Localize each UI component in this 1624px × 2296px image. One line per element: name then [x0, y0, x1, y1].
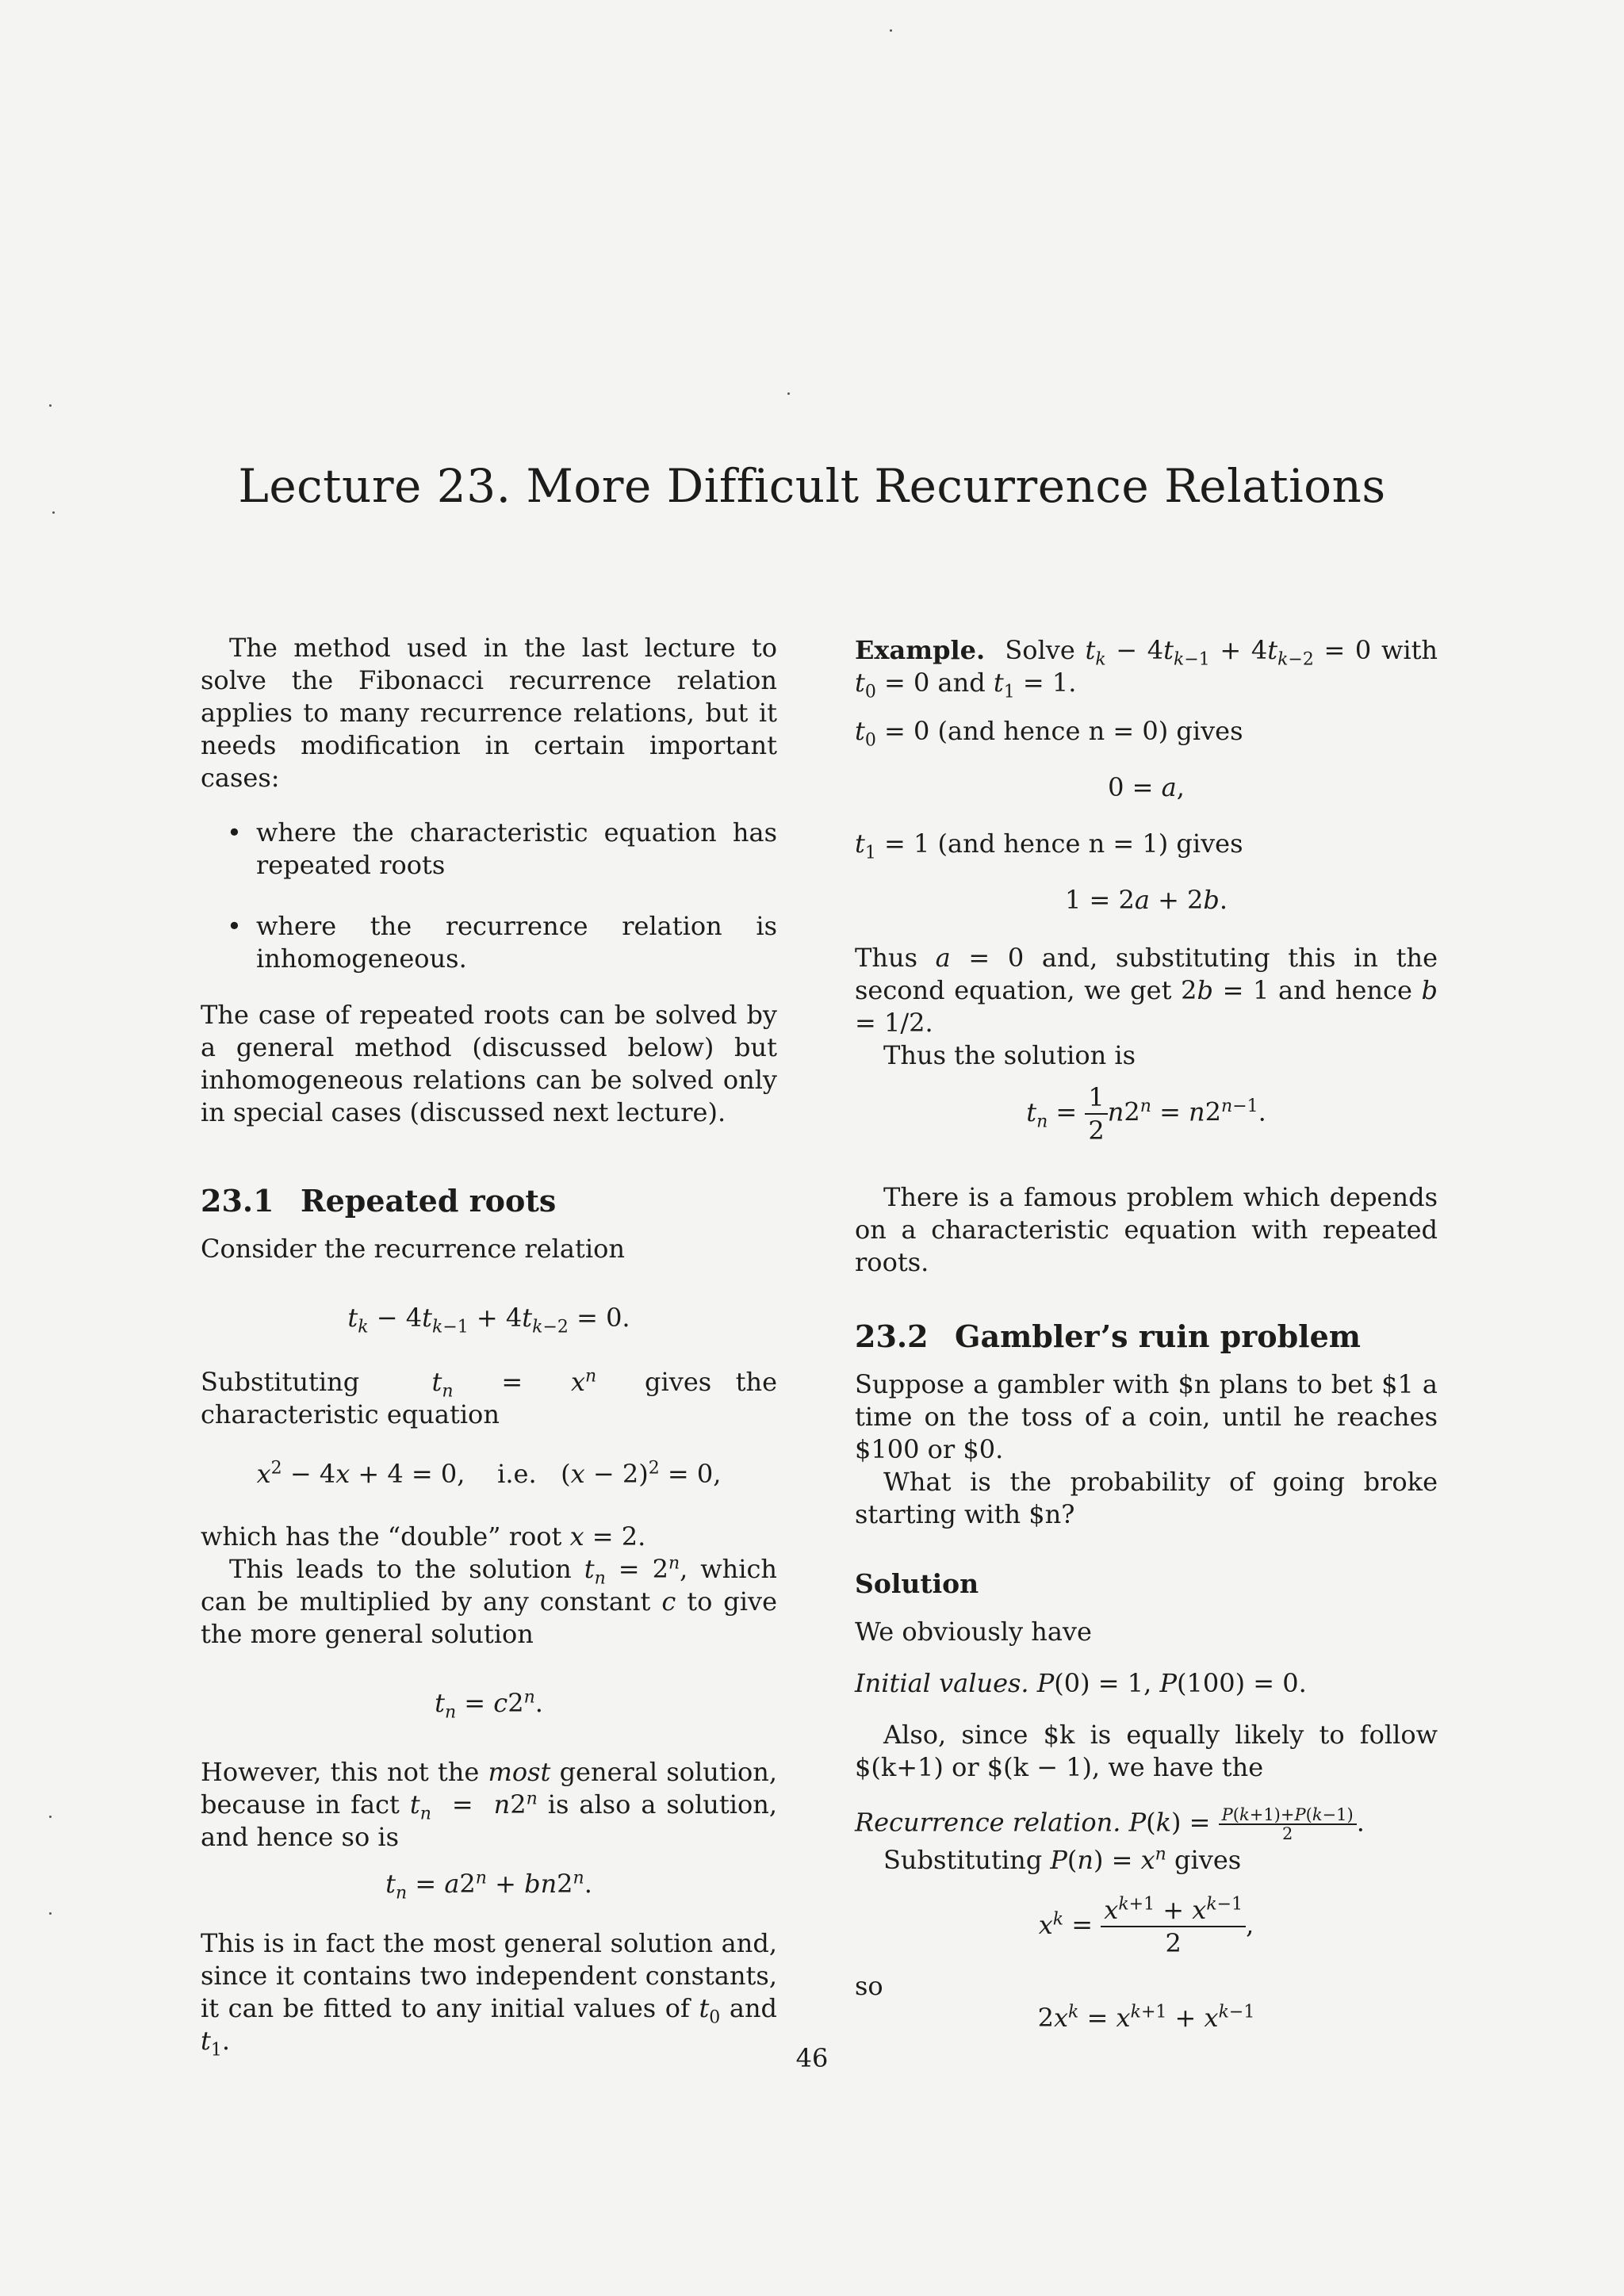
equation-general-solution: $t_n = a2^n + bn2^n$. — [385, 1868, 592, 1904]
page-title: Lecture 23. More Difficult Recurrence Relations — [238, 458, 1386, 513]
solution-heading: Solution — [855, 1568, 979, 1599]
equation-characteristic: $x^2 - 4x + 4 = 0$, i.e. $(x - 2)^2 = 0$, — [256, 1458, 722, 1489]
leads-paragraph: This leads to the solution $t_n = 2^n$, which can be multiplied by any constant c to give the more general solution — [201, 1553, 778, 1649]
suppose-paragraph: Suppose a gambler with $n plans to bet $1 a time on the toss of a coin, until he reaches $100 or $0. — [855, 1369, 1438, 1464]
scan-speck — [890, 29, 892, 32]
double-root-text: which has the “double” root x = 2. — [201, 1521, 646, 1552]
famous-problem-paragraph: There is a famous problem which depends on a characteristic equation with repeated roots. — [855, 1182, 1438, 1277]
equation-solution: $t_n$ = $\frac{1}{2}$ $n2^n = n2^{n-1}$. — [1026, 1082, 1266, 1146]
probability-question: What is the probability of going broke starting with $n? — [855, 1467, 1438, 1529]
so-label: so — [855, 1971, 883, 2001]
repeated-roots-paragraph: The case of repeated roots can be solved by a general method (discussed below) but inhomogeneous relations can be solved only in special cases (discussed next lecture). — [201, 1000, 777, 1127]
section-heading-23-1: 23.1 Repeated roots — [201, 1183, 557, 1219]
example-paragraph: Example. Solve $t_k - 4t_{k-1} + 4t_{k-2} = 0$ with $t_0 = 0$ and $t_1 = 1$. — [855, 635, 1438, 702]
final-paragraph: This is in fact the most general solution and, since it contains two independent constants, it can be fitted to any initial values of $t_0$ and $t_1$. — [201, 1928, 778, 2061]
scan-speck — [49, 404, 52, 407]
equation-1-equals-2a-2b: 1 = 2a + 2b. — [1064, 885, 1228, 915]
scan-speck — [49, 1912, 52, 1915]
equation-c2n: $t_n = c2^n$. — [435, 1687, 543, 1723]
however-paragraph: However, this not the most general solution, because in fact $t_n = n2^n$ is also a solution, and hence so is — [201, 1757, 778, 1852]
substituting-p-text: Substituting $P(n) = x^n$ gives — [883, 1844, 1242, 1875]
section-heading-23-2: 23.2 Gambler’s ruin problem — [855, 1318, 1361, 1354]
page-number: 46 — [795, 2043, 829, 2073]
intro-paragraph: The method used in the last lecture to solve the Fibonacci recurrence relation applies to many recurrence relations, but it needs modification in certain important cases: — [201, 633, 777, 793]
consider-text: Consider the recurrence relation — [201, 1234, 625, 1264]
equation-xk: $x^k$ = $\frac{x^{k+1} + x^{k-1}}{2}$ , — [1038, 1894, 1254, 1958]
equation-2xk: $2x^k = x^{k+1} + x^{k-1}$ — [1037, 2002, 1255, 2033]
thus-paragraph: Thus a = 0 and, substituting this in the second equation, we get 2b = 1 and hence b = 1/2. — [855, 943, 1438, 1038]
list-item: • where the recurrence relation is inhomogeneous. — [201, 910, 777, 975]
thus-solution-text: Thus the solution is — [883, 1040, 1136, 1070]
so-line — [855, 1965, 1438, 2033]
also-paragraph: Also, since $k is equally likely to follow $(k+1) or $(k − 1), we have the — [855, 1720, 1438, 1782]
substituting-text: Substituting $t_n = x^n$ gives the characteristic equation — [201, 1366, 778, 1429]
t1-gives-text: $t_1 = 1$ (and hence n = 1) gives — [855, 828, 1243, 863]
equation-0-equals-a: 0 = a, — [1108, 772, 1185, 802]
scan-speck — [787, 392, 790, 395]
recurrence-relation-text: Recurrence relation. P(k) = $\frac{P(k+1)+P(k-1)}{2}$ . — [855, 1805, 1365, 1843]
left-column — [201, 632, 778, 2061]
scan-speck — [49, 1816, 52, 1818]
list-item: • where the characteristic equation has repeated roots — [201, 817, 777, 882]
equation-recurrence: $t_k - 4t_{k-1} + 4t_{k-2} = 0$. — [347, 1303, 630, 1337]
cases-list — [201, 817, 777, 975]
right-column — [855, 634, 1438, 2033]
initial-values-text: Initial values. P(0) = 1, P(100) = 0. — [855, 1668, 1307, 1698]
obviously-text: We obviously have — [855, 1617, 1092, 1647]
t0-gives-text: $t_0 = 0$ (and hence n = 0) gives — [855, 716, 1243, 751]
